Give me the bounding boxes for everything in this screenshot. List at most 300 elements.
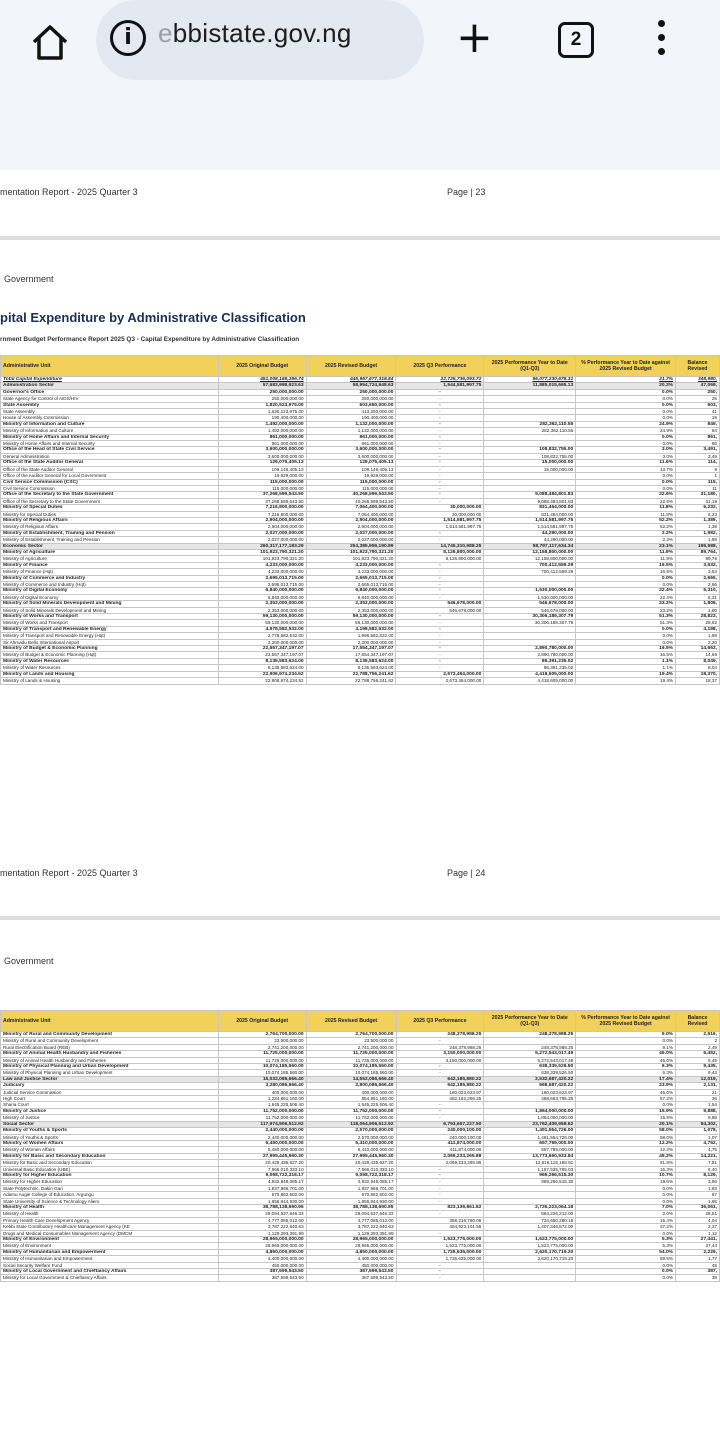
table-cell: 3,600,000,000.00 <box>218 453 306 459</box>
table-cell: 2,764,700,000.00 <box>218 1032 306 1038</box>
table-cell: 19,929,000.00 <box>306 473 396 479</box>
table-cell: Ministry of Justice <box>1 1108 219 1114</box>
table-cell: 2.0% <box>576 1211 676 1217</box>
table-cell: Ministry of Works and Transport <box>1 620 219 626</box>
table-cell: 8,135,583,624.00 <box>306 658 396 664</box>
table-cell: 0.0% <box>576 409 676 415</box>
table-cell: 670,862,602.00 <box>306 1192 396 1198</box>
column-header: Balance Revised <box>676 356 720 377</box>
table-cell: 24.9% <box>576 421 676 427</box>
table-cell: 1,864,000,000.00 <box>484 1115 576 1121</box>
table-cell: 2,741,200,000.00 <box>306 1044 396 1050</box>
table-cell: 1,129,293,391.99 <box>218 1230 306 1236</box>
table-cell: 2,665,013,715.00 <box>306 582 396 588</box>
table-cell: 21.7% <box>576 377 676 383</box>
table-cell: 45.0% <box>576 1089 676 1095</box>
table-cell: 0.0% <box>576 1230 676 1236</box>
table-cell: 248,378,988.25 <box>484 1044 576 1050</box>
table-cell: 3,532, <box>676 562 720 568</box>
table-cell: 190,400,000.00 <box>218 415 306 421</box>
table-cell: Ministry of Youths & Sports <box>1 1134 219 1140</box>
table-cell: 2,027,000,000.00 <box>306 530 396 536</box>
table-cell: 23,500,000.00 <box>218 1038 306 1044</box>
table-cell: 1,982, <box>676 530 720 536</box>
table-cell: - <box>396 402 484 408</box>
table-cell: - <box>396 1172 484 1178</box>
table-row <box>1 1275 720 1281</box>
table-cell: 2,665,013,715.00 <box>306 575 396 581</box>
table-cell: House of Assembly Commission <box>1 415 219 421</box>
table-cell: 250,000,000.00 <box>218 396 306 402</box>
table-cell: 2,620,170,719.20 <box>484 1256 576 1262</box>
table-cell: 969,266,515.30 <box>484 1179 576 1185</box>
table-cell: 1,492,000,000.00 <box>218 421 306 427</box>
table-cell: 1,837,966,701.00 <box>306 1185 396 1191</box>
table-cell: 1,864,000,000.00 <box>484 1108 576 1114</box>
table-cell: 27,44 <box>676 1243 720 1249</box>
table-cell: 282,362,110.55 <box>484 428 576 434</box>
table-cell: 101,923,790,321.20 <box>218 556 306 562</box>
table-cell: 248,378,988.25 <box>396 1032 484 1038</box>
table-cell: 1 <box>676 473 720 479</box>
column-header: 2025 Q3 Performance <box>396 356 484 377</box>
table-cell: 28,823, <box>676 614 720 620</box>
column-header: Administrative Unit <box>1 1011 219 1032</box>
table-cell: 1,132,000,000.00 <box>306 421 396 427</box>
table-cell: Ministry of Transport and Renewable Energy <box>1 626 219 632</box>
table-cell: 462,162,256.25 <box>396 1096 484 1102</box>
table-cell: 4,198, <box>676 626 720 632</box>
table-cell: 23.2% <box>576 607 676 613</box>
table-cell: 16.5% <box>576 646 676 652</box>
table-cell: Adamu Augie College of Education, Argungu <box>1 1192 219 1198</box>
table-cell: 1,725,635,000.00 <box>396 1256 484 1262</box>
table-cell: 2,620,170,719.20 <box>484 1249 576 1255</box>
table-cell: 45.0% <box>576 1057 676 1063</box>
table-cell: 12.2% <box>576 1140 676 1146</box>
table-cell: Ministry of Rural and Community Development <box>1 1032 219 1038</box>
table-cell: - <box>396 1179 484 1185</box>
table-cell: - <box>396 434 484 440</box>
table-cell: 8,129, <box>676 1172 720 1178</box>
table-cell: 16.5% <box>576 652 676 658</box>
table-cell: 31,18 <box>676 498 720 504</box>
table-cell: - <box>396 537 484 543</box>
table-cell: Total Capital Expenditure <box>1 377 219 383</box>
table-cell: 831,464,000.00 <box>484 505 576 511</box>
table-cell: 0.0% <box>576 402 676 408</box>
table-cell: 14,221, <box>676 1153 720 1159</box>
table-cell: 250, <box>676 389 720 395</box>
table-cell: 0.0% <box>576 473 676 479</box>
table-cell: 8,135,583,624.00 <box>218 658 306 664</box>
table-cell: 14,745,310,988.25 <box>396 543 484 549</box>
table-cell: 4,777,085,012.00 <box>306 1217 396 1223</box>
url-domain: bbistate.gov.ng <box>172 18 352 48</box>
table-cell: 67 <box>676 1192 720 1198</box>
table-cell: 4,400,000,000.00 <box>218 1256 306 1262</box>
table-cell: 23.1% <box>576 543 676 549</box>
table-cell: 2,229, <box>676 1249 720 1255</box>
table-cell: 58,954,724,948.63 <box>306 383 396 389</box>
table-cell: 22,788,756,241.62 <box>306 671 396 677</box>
table-cell: 1,545,225,506.40 <box>306 1102 396 1108</box>
table-cell: 20.2% <box>576 383 676 389</box>
table-cell: - <box>396 415 484 421</box>
table-cell: 195,588, <box>676 543 720 549</box>
table-cell: 9,43 <box>676 1070 720 1076</box>
table-cell: 9,088,484,801.83 <box>484 492 576 498</box>
table-cell: 16.5% <box>576 562 676 568</box>
table-cell: 2,904,000,000.00 <box>218 517 306 523</box>
table-cell: 5.3% <box>576 1243 676 1249</box>
table-cell: 30,306,189,307.79 <box>484 620 576 626</box>
table-cell: - <box>396 466 484 472</box>
table-cell: 445,957,677,318.84 <box>306 377 396 383</box>
table-cell: 22.4% <box>576 594 676 600</box>
table-cell: 11 <box>676 485 720 491</box>
table-cell: 44,290,000.00 <box>484 537 576 543</box>
table-cell: 109,146,405.13 <box>218 466 306 472</box>
table-cell: 0.0% <box>576 626 676 632</box>
tab-switcher-icon[interactable]: 2 <box>558 22 594 58</box>
table-cell: High Court <box>1 1096 219 1102</box>
table-cell: 23,500,000.00 <box>306 1038 396 1044</box>
table-cell: 84 <box>676 428 720 434</box>
table-cell: Ministry of Local Government and Chieftaincy Affairs <box>1 1269 219 1275</box>
table-cell: 5,410,000,000.00 <box>306 1140 396 1146</box>
table-cell: 96,077,230,678.31 <box>484 377 576 383</box>
table-cell: 41 <box>676 409 720 415</box>
table-cell: 3,49 <box>676 453 720 459</box>
table-cell: Civil Service Commission <box>1 485 219 491</box>
table-cell: - <box>396 460 484 466</box>
table-cell: 22,906,974,234.52 <box>218 678 306 684</box>
table-cell: Social Sector <box>1 1121 219 1127</box>
table-cell: - <box>396 428 484 434</box>
table-cell: 9.0% <box>576 1032 676 1038</box>
table-cell: 1,65 <box>676 1198 720 1204</box>
table-cell: 411,874,000.00 <box>396 1147 484 1153</box>
table-cell: Ministry of Youths & Sports <box>1 1128 219 1134</box>
pdf-viewer[interactable] <box>0 170 720 1436</box>
new-tab-icon[interactable]: + <box>456 12 493 63</box>
table-cell: 2,440,000,000.00 <box>218 1134 306 1140</box>
table-cell: 2,764,700,000.00 <box>306 1032 396 1038</box>
table-cell: 5.3% <box>576 1237 676 1243</box>
info-icon[interactable]: i <box>110 20 146 56</box>
table-cell: 11,725,000,000.00 <box>306 1057 396 1063</box>
table-cell: - <box>396 1198 484 1204</box>
table-cell: 28,51 <box>676 1211 720 1217</box>
table-cell: Ministry of Health <box>1 1204 219 1210</box>
table-cell: Judicial Service Commission <box>1 1089 219 1095</box>
table-cell: 29,094,537,646.33 <box>218 1211 306 1217</box>
table-cell: - <box>396 582 484 588</box>
table-cell: 861,000,000.00 <box>306 434 396 440</box>
table-cell: Office of the Secretary to the State Government <box>1 492 219 498</box>
page-number: Page | 23 <box>447 187 486 197</box>
table-cell: 52.2% <box>576 524 676 530</box>
table-cell: 115,000,000.00 <box>218 485 306 491</box>
table-cell: - <box>396 575 484 581</box>
table-cell: 30,000,000.00 <box>396 505 484 511</box>
table-cell: - <box>396 447 484 453</box>
table-cell: 2,890,780,000.00 <box>484 646 576 652</box>
table-cell: 9,088,484,801.83 <box>484 498 576 504</box>
table-cell: Ministry of Humanitarian and Empowerment <box>1 1249 219 1255</box>
table-cell: 3,600,000,000.00 <box>306 447 396 453</box>
table-cell: 3.0% <box>576 453 676 459</box>
table-cell: 1,99 <box>676 633 720 639</box>
table-cell: 22,557,347,197.07 <box>218 646 306 652</box>
table-cell: 2,532,687,420.22 <box>484 1076 576 1082</box>
table-cell: 3,787,222,640.63 <box>218 1224 306 1230</box>
table-cell: 546,678,000.00 <box>484 607 576 613</box>
table-cell: 23.9% <box>576 1083 676 1089</box>
table-cell: 451,008,169,286.74 <box>218 377 306 383</box>
table-cell: 3,96 <box>676 1179 720 1185</box>
table-cell: 14,552,086,666.40 <box>306 1076 396 1082</box>
table-cell: 1,157,535,765.03 <box>484 1166 576 1172</box>
table-cell: 24.9% <box>576 428 676 434</box>
table-cell: 831,464,000.00 <box>484 511 576 517</box>
table-cell: 2,069,233,265.88 <box>396 1153 484 1159</box>
table-cell: 25 <box>676 396 720 402</box>
table-cell: 1,407,346,572.00 <box>484 1224 576 1230</box>
table-cell: 27,441, <box>676 1237 720 1243</box>
table-cell: 7,064,400,000.00 <box>306 505 396 511</box>
table-cell: 0.0% <box>576 1262 676 1268</box>
table-cell: - <box>396 1269 484 1275</box>
table-cell: 19,929,000.00 <box>218 473 306 479</box>
table-cell: Law and Justice Sector <box>1 1076 219 1082</box>
table-cell: 2,516, <box>676 1032 720 1038</box>
table-cell: 61.8% <box>576 1160 676 1166</box>
column-header: 2025 Revised Budget <box>306 356 396 377</box>
table-cell: Ministry of Physical Planning and Urban Development <box>1 1070 219 1076</box>
column-header: 2025 Q3 Performance <box>396 1011 484 1032</box>
table-cell: State Agency for Control of AIDS/HIV <box>1 396 219 402</box>
table-cell: 115,000,000.00 <box>218 479 306 485</box>
table-cell: 7,064,400,000.00 <box>306 511 396 517</box>
overflow-menu-icon[interactable] <box>656 20 666 60</box>
table-cell: 248,378,988.25 <box>396 1044 484 1050</box>
table-cell: 2,200,000,000.00 <box>218 639 306 645</box>
table-cell: 11,725,000,000.00 <box>218 1057 306 1063</box>
table-cell: 19.4% <box>576 678 676 684</box>
table-cell: 1,514,581,997.75 <box>484 517 576 523</box>
table-cell: - <box>396 1064 484 1070</box>
table-cell: 45 <box>676 1262 720 1268</box>
table-cell: - <box>396 626 484 632</box>
table-cell: 0.0% <box>576 1185 676 1191</box>
table-cell: 10,074,185,560.00 <box>306 1064 396 1070</box>
table-cell: 20.1% <box>576 1121 676 1127</box>
table-cell: - <box>396 498 484 504</box>
table-cell: - <box>396 1192 484 1198</box>
table-cell: 6,840,000,000.00 <box>218 588 306 594</box>
table-cell: 89,764, <box>676 549 720 555</box>
table-cell: 3,491, <box>676 447 720 453</box>
table-cell: 1,806, <box>676 601 720 607</box>
table-cell: 45.0% <box>576 1051 676 1057</box>
table-cell: 969,266,515.30 <box>484 1172 576 1178</box>
table-cell: - <box>396 1185 484 1191</box>
table-cell: 254,385,959,190.89 <box>306 543 396 549</box>
table-cell: Ministry of Digital Economy <box>1 594 219 600</box>
table-cell: General Administration <box>1 453 219 459</box>
table-cell: 400,000,000.00 <box>306 1089 396 1095</box>
table-cell: 7,566,010,333.10 <box>306 1166 396 1172</box>
table-cell: 861, <box>676 434 720 440</box>
table-cell: 700,412,559.29 <box>484 569 576 575</box>
table-cell: Sir Ahmadu Bello International Airport <box>1 639 219 645</box>
table-cell: 2,695,013,715.00 <box>218 582 306 588</box>
table-cell: 250,000,000.00 <box>218 389 306 395</box>
table-cell: Ministry of Animal Health Husbandry and Fisheries <box>1 1057 219 1063</box>
table-cell: 4,752, <box>676 1140 720 1146</box>
table-cell: 603, <box>676 402 720 408</box>
table-cell: 44,290,000.00 <box>484 530 576 536</box>
table-cell: 51.3% <box>576 620 676 626</box>
table-cell: 59,130,000,000.00 <box>306 620 396 626</box>
table-cell: 6.3% <box>576 1064 676 1070</box>
table-cell: 1,645,225,506.40 <box>218 1102 306 1108</box>
table-cell: - <box>396 485 484 491</box>
table-cell: 2,200,000,000.00 <box>306 639 396 645</box>
page-footer-left: mentation Report - 2025 Quarter 3 <box>0 868 138 878</box>
table-cell: - <box>396 594 484 600</box>
table-cell: - <box>396 1166 484 1172</box>
table-cell: 0.0% <box>576 639 676 645</box>
table-cell: 11,752,000,000.00 <box>306 1115 396 1121</box>
table-cell: 180,023,623.97 <box>484 1089 576 1095</box>
table-cell: 5,450,000,000.00 <box>218 1140 306 1146</box>
table-cell: 9,098,722,318.17 <box>218 1172 306 1178</box>
table-cell: 86,391,235.02 <box>484 665 576 671</box>
table-cell: 464,923,101.56 <box>396 1224 484 1230</box>
table-cell: - <box>396 646 484 652</box>
table-cell: 20,429,435,627.20 <box>218 1160 306 1166</box>
table-cell: 657,769,000.00 <box>484 1147 576 1153</box>
table-cell: - <box>396 1275 484 1281</box>
table-cell: 114, <box>676 460 720 466</box>
table-cell: 15.9% <box>576 1115 676 1121</box>
table-cell: 4,75 <box>676 1147 720 1153</box>
table-cell: 11.9% <box>576 556 676 562</box>
table-cell: 11,752,000,000.00 <box>218 1108 306 1114</box>
table-cell: Ministry of Religious Affairs <box>1 524 219 530</box>
table-cell: 1.1% <box>576 658 676 664</box>
table-cell: - <box>396 409 484 415</box>
table-cell: 2,800,086,666.40 <box>306 1083 396 1089</box>
table-cell: - <box>396 633 484 639</box>
table-cell: Administration Sector <box>1 383 219 389</box>
url-text[interactable] <box>158 18 352 49</box>
table-cell: Office of the Secretary to the State Government <box>1 498 219 504</box>
table-cell: Office of the Head of State Civil Service <box>1 447 219 453</box>
table-cell: 1,530,000,000.00 <box>484 588 576 594</box>
table-cell: 1,820,523,975.00 <box>218 402 306 408</box>
table-cell: 6,40 <box>676 1166 720 1172</box>
table-cell: 22.6% <box>576 492 676 498</box>
table-cell: - <box>396 1070 484 1076</box>
table-cell: 17,554,347,197.07 <box>306 646 396 652</box>
table-cell: 9.1% <box>576 1044 676 1050</box>
table-cell: 8,049, <box>676 658 720 664</box>
table-cell: 1,389, <box>676 517 720 523</box>
table-cell: 668,687,420.22 <box>484 1083 576 1089</box>
table-cell: - <box>396 396 484 402</box>
section-title: pital Expenditure by Administrative Classification <box>0 310 306 325</box>
table-cell: 0.0% <box>576 434 676 440</box>
table-cell: 282,362,110.55 <box>484 421 576 427</box>
column-header: 2025 Revised Budget <box>306 1011 396 1032</box>
table-cell: 411,874,000.00 <box>396 1140 484 1146</box>
table-cell: 38,788,138,690.95 <box>218 1204 306 1210</box>
table-cell: 670,862,602.00 <box>218 1192 306 1198</box>
table-cell: 1,07 <box>676 1134 720 1140</box>
home-icon[interactable] <box>28 22 72 62</box>
table-cell: 2,741,200,000.00 <box>218 1044 306 1050</box>
table-cell: 94,302, <box>676 1121 720 1127</box>
table-cell: 8,135,583,624.00 <box>218 665 306 671</box>
table-cell: 734,650,280.18 <box>484 1217 576 1223</box>
table-cell: Ministry of Women Affairs <box>1 1140 219 1146</box>
table-cell: 10,074,185,560.00 <box>218 1064 306 1070</box>
table-cell: 1,491,554,726.00 <box>484 1134 576 1140</box>
table-cell: 2,131, <box>676 1083 720 1089</box>
page-header-gov: Government <box>4 274 54 284</box>
table-cell: 86 <box>676 441 720 447</box>
table-cell: 348,980, <box>676 377 720 383</box>
table-cell: 30,000,000.00 <box>396 511 484 517</box>
table-cell: 2,695,013,715.00 <box>218 575 306 581</box>
table-cell: - <box>396 1038 484 1044</box>
page-footer-left: mentation Report - 2025 Quarter 3 <box>0 187 138 197</box>
table-cell: 3,150,000,000.00 <box>396 1051 484 1057</box>
table-cell: 11,752,000,000.00 <box>306 1108 396 1114</box>
table-cell <box>484 1275 576 1281</box>
table-cell: 0.0% <box>576 396 676 402</box>
table-cell: 400,000,000.00 <box>218 1089 306 1095</box>
table-cell: Ministry of Religious Affairs <box>1 517 219 523</box>
table-cell: 2,440,000,000.00 <box>218 1128 306 1134</box>
table-cell: 101,923,790,321.20 <box>306 556 396 562</box>
table-cell: 1,725,635,000.00 <box>396 1249 484 1255</box>
table-cell: Civil Service Commission (CSC) <box>1 479 219 485</box>
table-cell: 58.0% <box>576 1134 676 1140</box>
table-cell: Ministry of Solid Minerals Development and Mining <box>1 607 219 613</box>
table-cell: 115,000,000.00 <box>306 479 396 485</box>
table-cell: 1,514,581,997.75 <box>484 524 576 530</box>
table-cell: 1,129,293,391.99 <box>306 1230 396 1236</box>
table-cell: 4,418,605,000.00 <box>484 671 576 677</box>
table-cell: Kebbi State Contributory Healthcare Management Agency (KE <box>1 1224 219 1230</box>
table-cell: 101,923,790,321.20 <box>306 549 396 555</box>
table-cell: - <box>396 665 484 671</box>
table-cell: 9 <box>676 466 720 472</box>
table-cell: 15.4% <box>576 1217 676 1223</box>
table-cell: 101,923,790,321.20 <box>218 549 306 555</box>
table-cell: 4,233,000,000.00 <box>218 562 306 568</box>
table-cell: Office of the State Auditor General <box>1 466 219 472</box>
table-cell: 37,268,599,543.50 <box>218 498 306 504</box>
table-cell: 413,250,000.00 <box>306 409 396 415</box>
table-cell: 11,885,015,665.13 <box>484 383 576 389</box>
table-cell: 642,185,880.22 <box>396 1076 484 1082</box>
